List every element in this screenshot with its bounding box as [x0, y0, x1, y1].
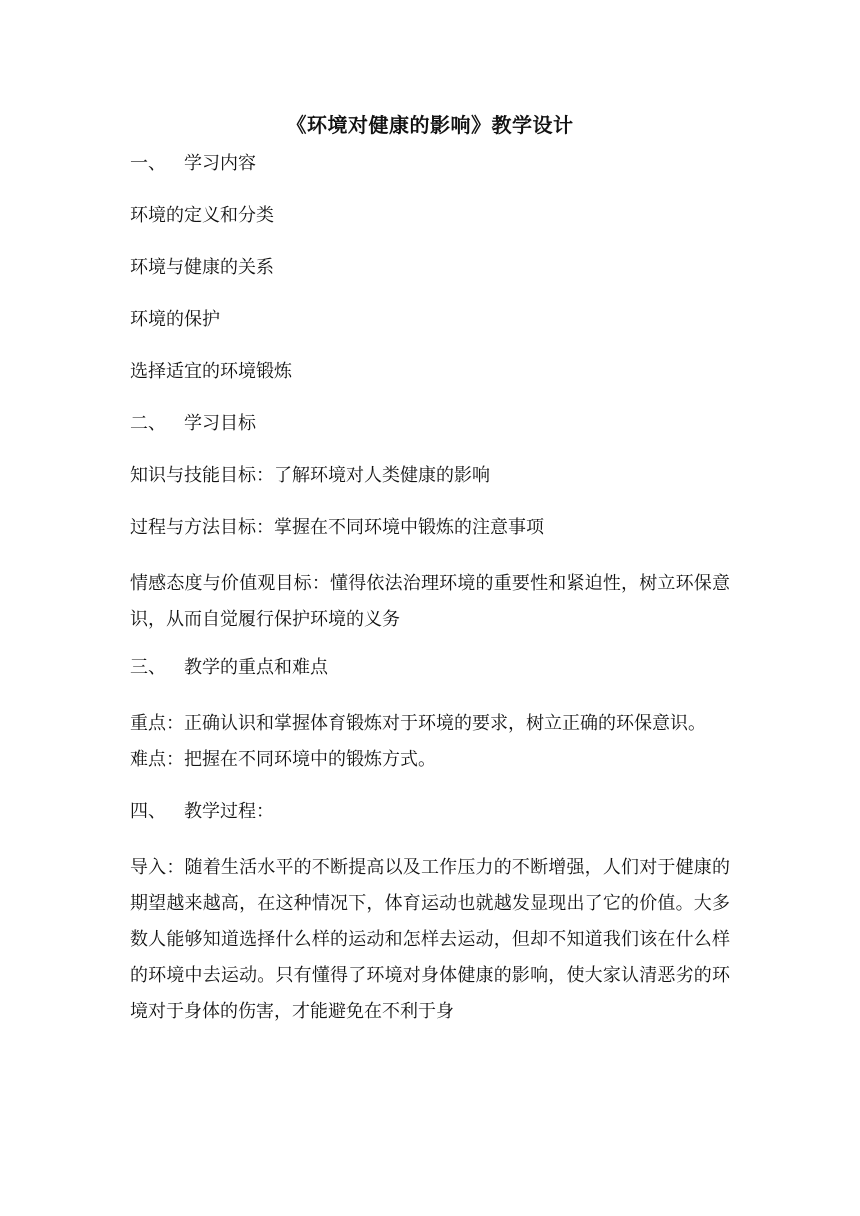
document-content: [130, 110, 730, 1042]
section-title: 教学的重点和难点: [184, 657, 328, 678]
section-title: 教学过程：: [184, 801, 274, 822]
introduction-paragraph: 导入：随着生活水平的不断提高以及工作压力的不断增强，人们对于健康的期望越来越高，在这种情况下，体育运动也就越发显现出了它的价值。大多数人能够知道选择什么样的运动和怎样去运动，但却不知道我们该在什么样的环境中去运动。只有懂得了环境对身体健康的影响，使大家认清恶劣的环境对于身体的伤害，才能避免在不利于身: [130, 857, 730, 1022]
difficulty-item: 难点：把握在不同环境中的锻炼方式。: [130, 749, 436, 770]
objective-item: 知识与技能目标：了解环境对人类健康的影响: [130, 465, 490, 486]
section-number: 四、: [130, 801, 166, 822]
document-title: 《环境对健康的影响》教学设计: [286, 113, 574, 137]
content-item: 环境与健康的关系: [130, 257, 274, 278]
section-number: 三、: [130, 657, 166, 678]
content-item: 环境的保护: [130, 309, 220, 330]
content-item: 选择适宜的环境锻炼: [130, 361, 292, 382]
section-number: 二、: [130, 413, 166, 434]
section-heading-3: [130, 654, 730, 682]
content-item: 环境的定义和分类: [130, 205, 274, 226]
section-number: 一、: [130, 153, 166, 174]
section-title: 学习目标: [184, 413, 256, 434]
key-point-item: 重点：正确认识和掌握体育锻炼对于环境的要求，树立正确的环保意识。: [130, 713, 706, 734]
section-heading-2: [130, 410, 730, 438]
section-heading-4: [130, 798, 730, 826]
objective-item: 过程与方法目标：掌握在不同环境中锻炼的注意事项: [130, 517, 544, 538]
section-title: 学习内容: [184, 153, 256, 174]
objective-item: 情感态度与价值观目标：懂得依法治理环境的重要性和紧迫性，树立环保意识，从而自觉履行保护环境的义务: [130, 573, 730, 630]
section-heading-1: [130, 150, 730, 178]
